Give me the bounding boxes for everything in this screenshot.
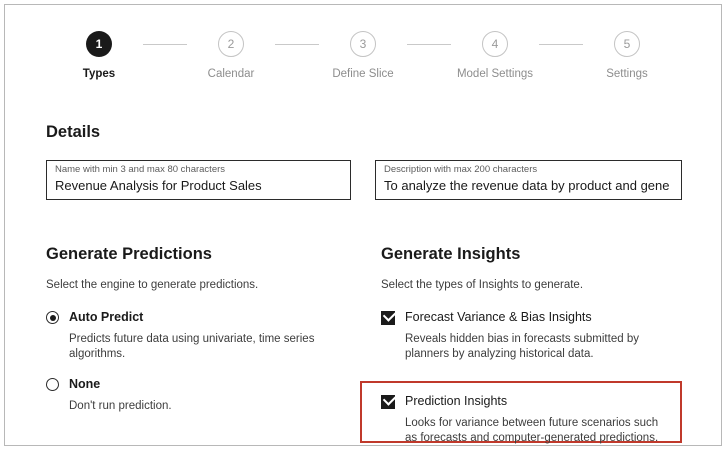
radio-auto-predict[interactable]: [46, 310, 143, 324]
step-define-slice[interactable]: [319, 31, 407, 80]
wizard-window: [4, 4, 722, 446]
step-number-4: 4: [482, 31, 508, 57]
radio-description-none: Don't run prediction.: [69, 400, 172, 412]
checkbox-prediction-insights[interactable]: [381, 394, 507, 409]
radio-label-none: None: [69, 377, 101, 391]
step-label-types: Types: [82, 68, 116, 80]
wizard-stepper: [5, 31, 721, 80]
name-field-label: Name with min 3 and max 80 characters: [55, 164, 226, 175]
radio-none[interactable]: [46, 377, 100, 391]
radio-label-auto-predict: Auto Predict: [69, 310, 144, 324]
step-number-5: 5: [614, 31, 640, 57]
step-connector-3: [407, 44, 451, 45]
description-field-label: Description with max 200 characters: [384, 164, 538, 175]
generate-predictions-heading: Generate Predictions: [46, 245, 212, 263]
step-label-define-slice: Define Slice: [332, 68, 394, 80]
generate-insights-heading: Generate Insights: [381, 245, 521, 263]
radio-icon-auto-predict[interactable]: [46, 311, 59, 324]
step-label-settings: Settings: [606, 68, 648, 80]
radio-icon-none[interactable]: [46, 378, 59, 391]
name-input[interactable]: [55, 176, 342, 196]
description-field[interactable]: [375, 160, 682, 200]
name-field[interactable]: [46, 160, 351, 200]
generate-predictions-subtitle: Select the engine to generate predictions.: [46, 279, 259, 291]
step-number-3: 3: [350, 31, 376, 57]
checkbox-description-forecast: Reveals hidden bias in forecasts submitted by planners by analyzing historical data.: [405, 333, 639, 360]
generate-insights-subtitle: Select the types of Insights to generate.: [381, 279, 584, 291]
description-input[interactable]: [384, 176, 673, 196]
checkmark-icon-prediction[interactable]: [381, 395, 395, 409]
step-number-2: 2: [218, 31, 244, 57]
checkmark-icon-forecast[interactable]: [381, 311, 395, 325]
checkbox-forecast-variance-bias-insights[interactable]: [381, 310, 592, 325]
step-model-settings[interactable]: [451, 31, 539, 80]
step-connector-2: [275, 44, 319, 45]
step-number-1: 1: [86, 31, 112, 57]
radio-description-auto-predict: Predicts future data using univariate, time series algorithms.: [69, 333, 315, 360]
step-connector-4: [539, 44, 583, 45]
step-calendar[interactable]: [187, 31, 275, 80]
checkbox-label-forecast: Forecast Variance & Bias Insights: [405, 310, 592, 324]
step-types[interactable]: [55, 31, 143, 80]
step-settings[interactable]: [583, 31, 671, 80]
details-heading: Details: [46, 123, 101, 141]
step-connector-1: [143, 44, 187, 45]
checkbox-description-prediction: Looks for variance between future scenarios such as forecasts and computer-generated predictions.: [405, 417, 659, 444]
checkbox-label-prediction: Prediction Insights: [405, 394, 508, 408]
step-label-calendar: Calendar: [207, 68, 255, 80]
step-label-model-settings: Model Settings: [456, 68, 534, 80]
